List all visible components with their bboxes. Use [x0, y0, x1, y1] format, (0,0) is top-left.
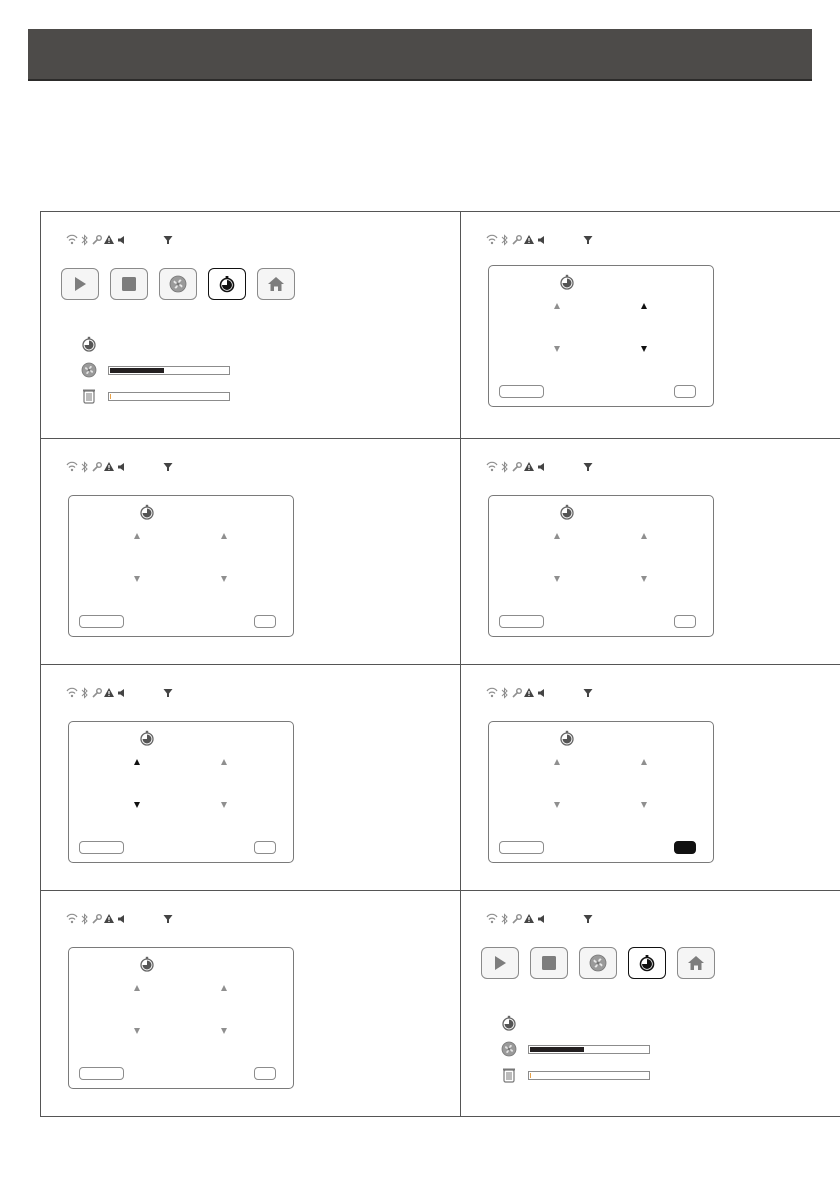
warning-icon	[103, 234, 115, 246]
bluetooth-icon	[499, 234, 511, 246]
fan-progress-bar	[108, 366, 230, 375]
timer-status-row	[81, 336, 281, 354]
right-decrement-button[interactable]	[221, 1028, 227, 1034]
fan-progress-bar	[528, 1045, 650, 1054]
play-button[interactable]	[481, 947, 519, 979]
warning-icon	[103, 461, 115, 473]
wifi-icon	[486, 461, 498, 473]
left-decrement-button[interactable]	[554, 346, 560, 352]
left-decrement-button[interactable]	[134, 802, 140, 808]
reservoir-fill	[110, 394, 111, 399]
timer-icon	[559, 730, 575, 746]
timer-status-row	[501, 1015, 701, 1033]
status-bar	[66, 234, 186, 246]
ok-button[interactable]	[254, 615, 276, 628]
left-decrement-button[interactable]	[134, 1028, 140, 1034]
screen-panel	[460, 664, 840, 890]
wifi-icon	[486, 687, 498, 699]
speaker-icon	[536, 913, 548, 925]
right-decrement-button[interactable]	[221, 802, 227, 808]
right-decrement-button[interactable]	[641, 346, 647, 352]
timer-dialog	[488, 265, 714, 407]
reservoir-bar	[528, 1071, 650, 1080]
left-increment-button[interactable]	[554, 759, 560, 765]
left-decrement-button[interactable]	[554, 576, 560, 582]
timer-icon	[501, 1015, 517, 1031]
screen-panel	[460, 890, 840, 1116]
status-bar	[66, 461, 186, 473]
cancel-button[interactable]	[79, 615, 124, 628]
bluetooth-icon	[499, 687, 511, 699]
ok-button[interactable]	[674, 615, 696, 628]
home-button[interactable]	[677, 947, 715, 979]
screen-panel	[460, 212, 840, 438]
screen-panel	[41, 438, 460, 664]
wifi-icon	[486, 234, 498, 246]
stop-button[interactable]	[110, 268, 148, 300]
cancel-button[interactable]	[499, 385, 544, 398]
timer-icon	[559, 274, 575, 290]
screen-panel	[460, 438, 840, 664]
funnel-icon	[162, 461, 174, 473]
wifi-icon	[66, 234, 78, 246]
wrench-icon	[511, 461, 523, 473]
warning-icon	[103, 687, 115, 699]
left-increment-button[interactable]	[134, 533, 140, 539]
header-bar	[28, 29, 812, 81]
bluetooth-icon	[79, 461, 91, 473]
timer-icon	[559, 504, 575, 520]
right-increment-button[interactable]	[221, 759, 227, 765]
wrench-icon	[91, 234, 103, 246]
timer-button[interactable]	[208, 268, 246, 300]
fan-icon	[501, 1041, 517, 1057]
status-bar	[66, 687, 186, 699]
action-toolbar	[481, 947, 741, 981]
fan-icon	[81, 362, 97, 378]
timer-dialog	[68, 947, 294, 1089]
right-decrement-button[interactable]	[221, 576, 227, 582]
funnel-icon	[162, 234, 174, 246]
fan-progress-fill	[110, 368, 164, 373]
left-increment-button[interactable]	[554, 303, 560, 309]
timer-dialog	[68, 721, 294, 863]
funnel-icon	[582, 913, 594, 925]
cancel-button[interactable]	[499, 615, 544, 628]
right-increment-button[interactable]	[221, 985, 227, 991]
timer-icon	[139, 504, 155, 520]
funnel-icon	[582, 461, 594, 473]
wifi-icon	[66, 461, 78, 473]
warning-icon	[523, 913, 535, 925]
funnel-icon	[582, 687, 594, 699]
speaker-icon	[536, 687, 548, 699]
bluetooth-icon	[499, 461, 511, 473]
warning-icon	[523, 461, 535, 473]
home-icon	[687, 954, 705, 972]
stop-icon	[120, 275, 138, 293]
screens-grid	[40, 211, 840, 1117]
reservoir-icon	[81, 388, 97, 404]
bluetooth-icon	[79, 234, 91, 246]
timer-button[interactable]	[628, 947, 666, 979]
funnel-icon	[162, 687, 174, 699]
fan-button[interactable]	[579, 947, 617, 979]
wrench-icon	[91, 687, 103, 699]
stop-button[interactable]	[530, 947, 568, 979]
ok-button[interactable]	[674, 385, 696, 398]
status-bar	[486, 461, 606, 473]
home-button[interactable]	[257, 268, 295, 300]
reservoir-bar	[108, 392, 230, 401]
wrench-icon	[91, 461, 103, 473]
cancel-button[interactable]	[79, 1067, 124, 1080]
wrench-icon	[511, 913, 523, 925]
fan-icon	[589, 954, 607, 972]
wrench-icon	[511, 234, 523, 246]
status-bar	[486, 913, 606, 925]
ok-button[interactable]	[254, 841, 276, 854]
right-decrement-button[interactable]	[641, 802, 647, 808]
left-increment-button[interactable]	[134, 985, 140, 991]
timer-icon	[218, 275, 236, 293]
fan-progress-row	[81, 362, 281, 380]
speaker-icon	[116, 234, 128, 246]
wrench-icon	[511, 687, 523, 699]
action-toolbar	[61, 268, 321, 302]
home-icon	[267, 275, 285, 293]
cancel-button[interactable]	[499, 841, 544, 854]
reservoir-icon	[501, 1067, 517, 1083]
screen-panel	[41, 890, 460, 1116]
left-decrement-button[interactable]	[554, 802, 560, 808]
screen-panel	[41, 212, 460, 438]
reservoir-row	[501, 1067, 701, 1085]
fan-icon	[169, 275, 187, 293]
wifi-icon	[486, 913, 498, 925]
wrench-icon	[91, 913, 103, 925]
warning-icon	[523, 687, 535, 699]
bluetooth-icon	[499, 913, 511, 925]
left-increment-button[interactable]	[134, 759, 140, 765]
status-bar	[486, 687, 606, 699]
status-bar	[486, 234, 606, 246]
speaker-icon	[116, 461, 128, 473]
fan-button[interactable]	[159, 268, 197, 300]
status-bar	[66, 913, 186, 925]
fan-progress-row	[501, 1041, 701, 1059]
funnel-icon	[582, 234, 594, 246]
right-decrement-button[interactable]	[641, 576, 647, 582]
fan-progress-fill	[530, 1047, 584, 1052]
warning-icon	[523, 234, 535, 246]
cancel-button[interactable]	[79, 841, 124, 854]
ok-button[interactable]	[254, 1067, 276, 1080]
wifi-icon	[66, 687, 78, 699]
warning-icon	[103, 913, 115, 925]
play-icon	[491, 954, 509, 972]
timer-dialog	[68, 495, 294, 637]
speaker-icon	[536, 234, 548, 246]
ok-button[interactable]	[674, 841, 696, 854]
play-button[interactable]	[61, 268, 99, 300]
timer-icon	[638, 954, 656, 972]
right-increment-button[interactable]	[641, 303, 647, 309]
timer-icon	[81, 336, 97, 352]
bluetooth-icon	[79, 687, 91, 699]
reservoir-row	[81, 388, 281, 406]
right-increment-button[interactable]	[641, 759, 647, 765]
stop-icon	[540, 954, 558, 972]
speaker-icon	[116, 913, 128, 925]
speaker-icon	[116, 687, 128, 699]
right-increment-button[interactable]	[221, 533, 227, 539]
timer-icon	[139, 956, 155, 972]
right-increment-button[interactable]	[641, 533, 647, 539]
bluetooth-icon	[79, 913, 91, 925]
speaker-icon	[536, 461, 548, 473]
play-icon	[71, 275, 89, 293]
timer-dialog	[488, 495, 714, 637]
screen-panel	[41, 664, 460, 890]
reservoir-fill	[530, 1073, 531, 1078]
wifi-icon	[66, 913, 78, 925]
timer-dialog	[488, 721, 714, 863]
timer-icon	[139, 730, 155, 746]
left-increment-button[interactable]	[554, 533, 560, 539]
left-decrement-button[interactable]	[134, 576, 140, 582]
funnel-icon	[162, 913, 174, 925]
